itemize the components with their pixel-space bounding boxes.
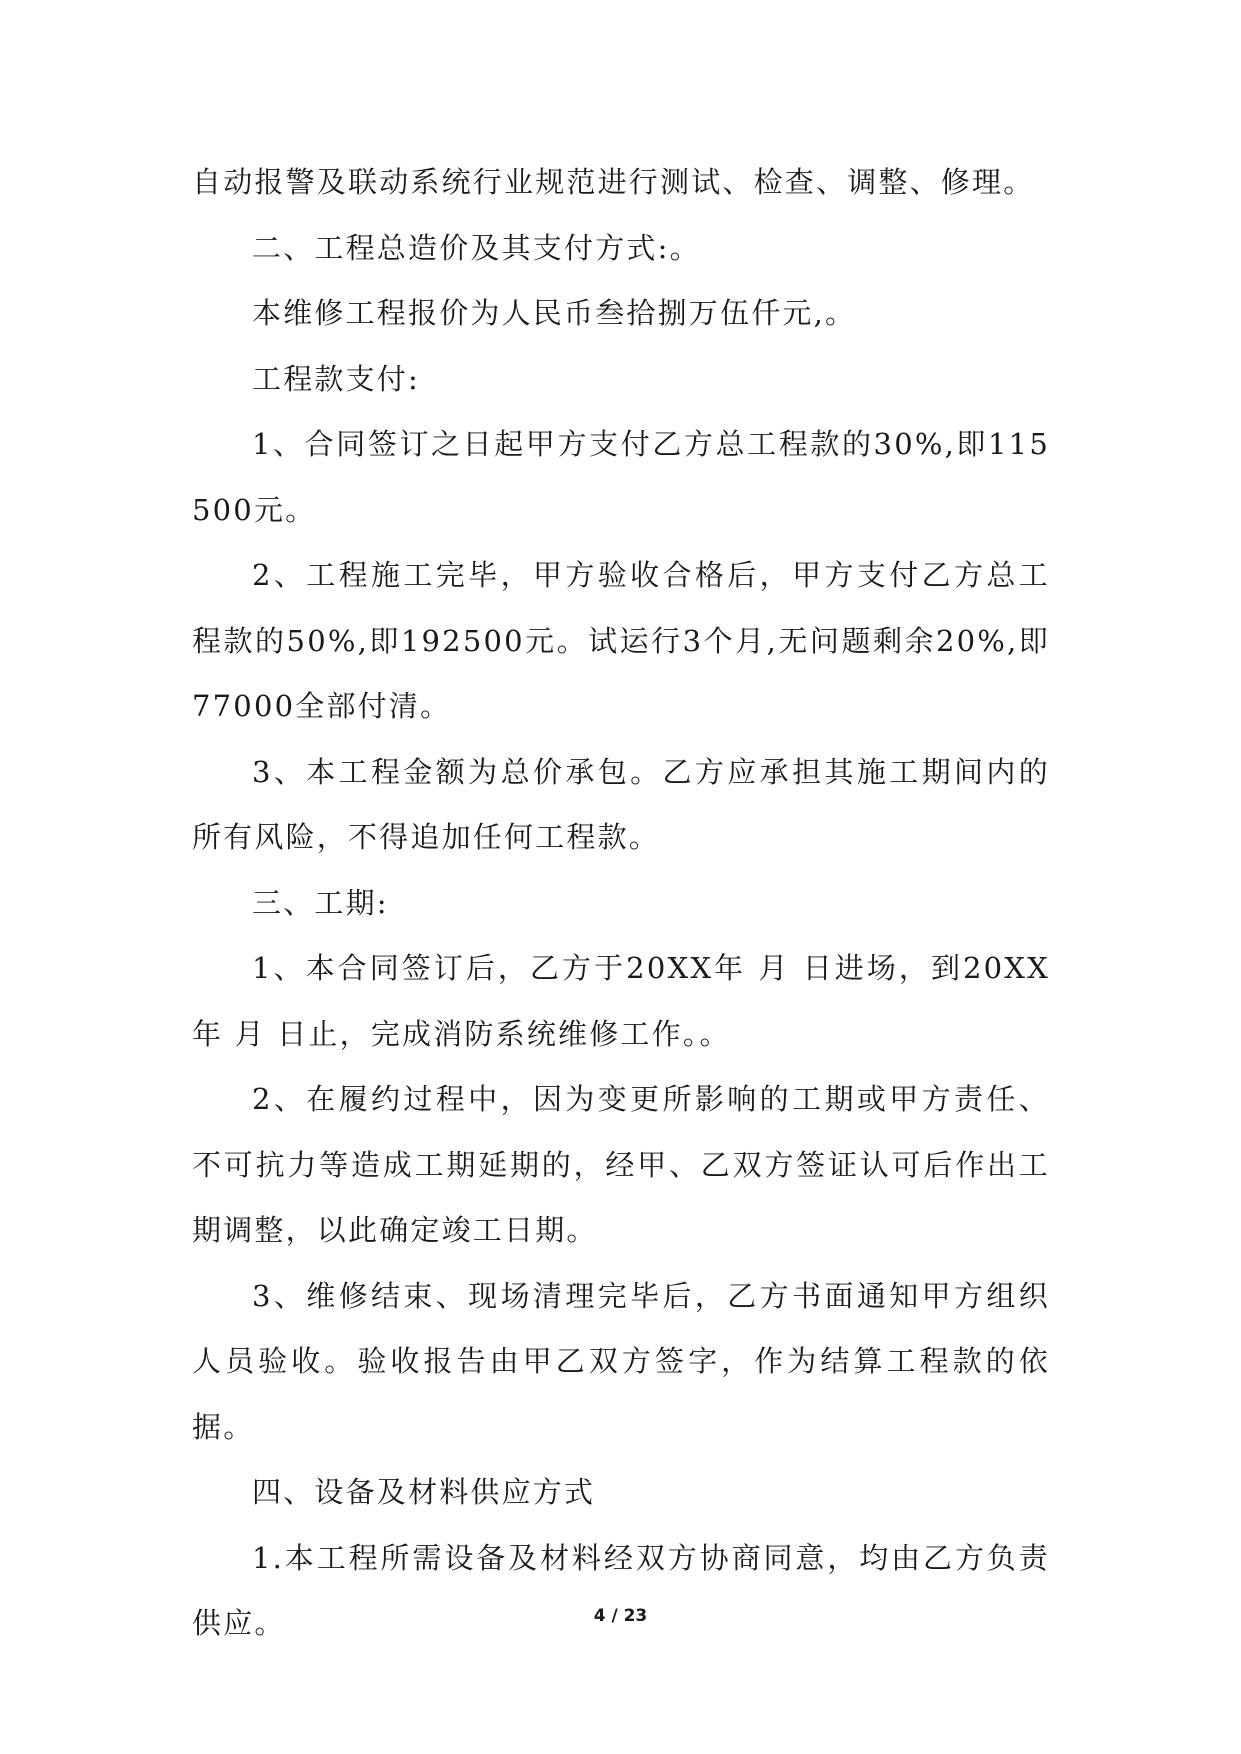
paragraph-payment-3: 3、本工程金额为总价承包。乙方应承担其施工期间内的所有风险，不得追加任何工程款。: [192, 754, 1050, 854]
paragraph-schedule-3: 3、维修结束、现场清理完毕后，乙方书面通知甲方组织人员验收。验收报告由甲乙双方签字，作为结算工程款的依据。: [192, 1278, 1050, 1444]
paragraph-schedule-2: 2、在履约过程中，因为变更所影响的工期或甲方责任、不可抗力等造成工期延期的，经甲、乙双方签证认可后作出工期调整，以此确定竣工日期。: [192, 1082, 1050, 1247]
section-heading-3: 三、工期:: [252, 885, 389, 920]
section-heading-4: 四、设备及材料供应方式: [252, 1475, 596, 1509]
paragraph-quote-price: 本维修工程报价为人民币叁拾捌万伍仟元,。: [252, 296, 857, 330]
paragraph-payment-heading: 工程款支付:: [252, 361, 420, 396]
paragraph-schedule-1: 1、本合同签订后，乙方于20XX年 月 日进场，到20XX年 月 日止，完成消防系统维修工作。。: [192, 951, 1050, 1051]
section-heading-2: 二、工程总造价及其支付方式:。: [252, 230, 701, 265]
page-number: 4 / 23: [593, 1606, 648, 1626]
paragraph-1: 自动报警及联动系统行业规范进行测试、检查、调整、修理。: [192, 165, 1035, 199]
paragraph-supply-1: 1.本工程所需设备及材料经双方协商同意，均由乙方负责供应。: [192, 1540, 1050, 1640]
paragraph-payment-2: 2、工程施工完毕，甲方验收合格后，甲方支付乙方总工程款的50%,即192500元。试运行3个月,无问题剩余20%,即77000全部付清。: [192, 558, 1050, 723]
paragraph-payment-1: 1、合同签订之日起甲方支付乙方总工程款的30%,即115500元。: [192, 427, 1050, 527]
document-body: [192, 150, 1050, 1657]
